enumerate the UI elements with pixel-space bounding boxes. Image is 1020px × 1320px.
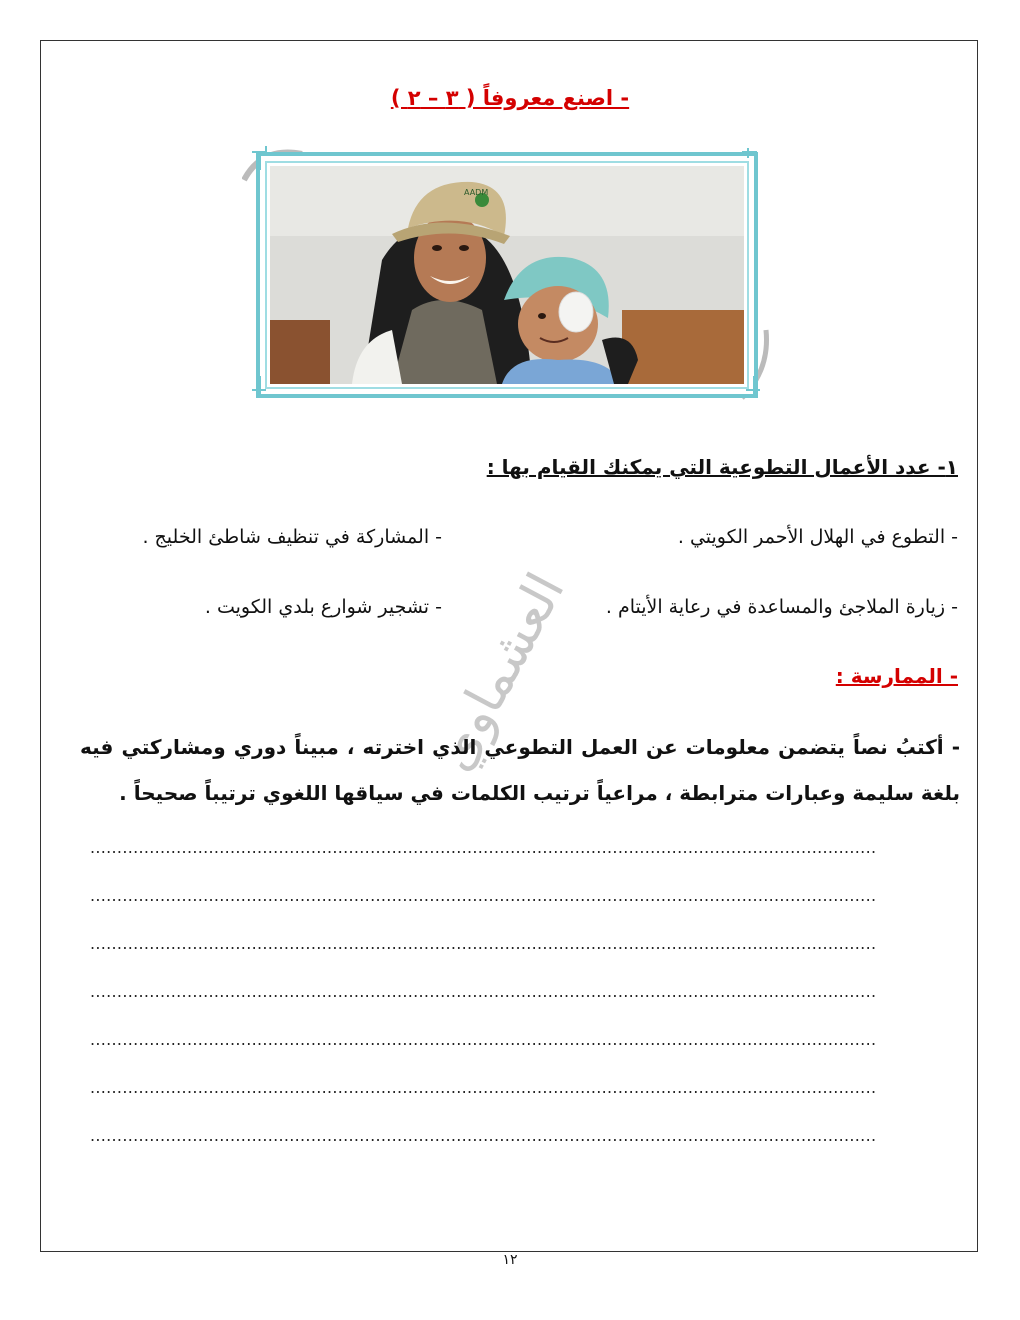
page-number: ١٢ xyxy=(502,1252,518,1268)
section-heading-volunteer-work: ١- عدد الأعمال التطوعية التي يمكنك القيام بها : xyxy=(486,455,958,479)
list-item: - التطوع في الهلال الأحمر الكويتي . xyxy=(677,526,958,548)
list-item: - زيارة الملاجئ والمساعدة في رعاية الأيتام . xyxy=(605,596,958,618)
list-item: - تشجير شوارع بلدي الكويت . xyxy=(204,596,442,618)
answer-line[interactable]: .................................................................................................................................................. xyxy=(90,838,877,857)
lesson-title: - اصنع معروفاً ( ٣ – ٢ ) xyxy=(390,86,630,110)
answer-line[interactable]: .................................................................................................................................................. xyxy=(90,934,877,953)
answer-line[interactable]: .................................................................................................................................................. xyxy=(90,1030,877,1049)
list-item: - المشاركة في تنظيف شاطئ الخليج . xyxy=(142,526,442,548)
practice-instruction: - أكتبُ نصاً يتضمن معلومات عن العمل التطوعي الذي اخترته ، مبيناً دوري ومشاركتي فيه بلغة سليمة وعبارات مترابطة ، مراعياً ترتيب الكلمات في سياقها اللغوي ترتيباً صحيحاً . xyxy=(80,735,960,805)
cap-logo-text: AADM xyxy=(464,188,489,197)
answer-lines xyxy=(90,838,958,1174)
answer-line[interactable]: .................................................................................................................................................. xyxy=(90,1126,877,1145)
answer-line[interactable]: .................................................................................................................................................. xyxy=(90,1078,877,1097)
watermark-text: العشماوي xyxy=(423,563,577,781)
practice-heading: - الممارسة : xyxy=(835,664,958,688)
answer-line[interactable]: .................................................................................................................................................. xyxy=(90,886,877,905)
answer-line[interactable]: .................................................................................................................................................. xyxy=(90,982,877,1001)
volunteer-photo xyxy=(242,140,772,402)
